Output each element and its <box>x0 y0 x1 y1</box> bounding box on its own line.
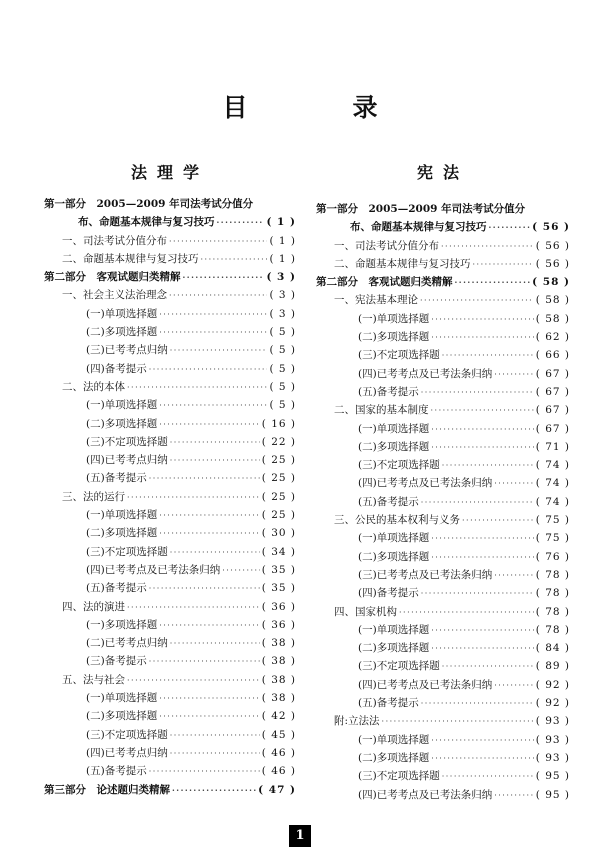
toc-entry-label: (一)多项选择题 <box>86 618 158 631</box>
dot-leader <box>201 255 268 264</box>
toc-entry-page: ( 58 ) <box>535 294 570 307</box>
dot-leader <box>127 603 260 612</box>
toc-entry-label: (三)不定项选择题 <box>86 728 168 741</box>
toc-entry[interactable] <box>44 361 296 379</box>
toc-entry-label: 二、命题基本规律与复习技巧 <box>62 252 199 265</box>
toc-entry-page: ( 38 ) <box>261 655 296 668</box>
dot-leader <box>159 420 260 429</box>
dot-leader <box>172 785 256 795</box>
toc-entry[interactable] <box>44 745 296 763</box>
toc-entry-label: 一、宪法基本理论 <box>334 294 418 307</box>
toc-entry-label: (四)已考考点及已考法条归纳 <box>86 563 221 576</box>
dot-leader <box>170 346 268 355</box>
toc-entry-label: (二)多项选择题 <box>358 550 430 563</box>
toc-entry[interactable] <box>44 251 296 269</box>
toc-entry[interactable] <box>44 233 296 251</box>
toc-list <box>316 201 570 805</box>
toc-entry-label: (三)不定项选择题 <box>86 545 168 558</box>
dot-leader <box>127 383 267 392</box>
toc-entry[interactable] <box>44 599 296 617</box>
toc-entry-label: 五、法与社会 <box>62 673 125 686</box>
toc-entry-label: (五)备考提示 <box>86 582 147 595</box>
page-title: 目 录 <box>222 93 418 122</box>
toc-entry[interactable] <box>316 274 570 292</box>
toc-entry-page: ( 3 ) <box>269 289 296 302</box>
toc-entry-page: ( 34 ) <box>261 545 296 558</box>
toc-entry[interactable] <box>44 617 296 635</box>
dot-leader <box>159 712 260 721</box>
toc-entry-page: ( 3 ) <box>269 307 296 320</box>
toc-entry-label: (五)备考提示 <box>86 472 147 485</box>
toc-entry-page: ( 74 ) <box>535 459 570 472</box>
toc-entry-label: (一)单项选择题 <box>358 422 430 435</box>
dot-leader <box>159 310 267 319</box>
toc-entry-page: ( 58 ) <box>532 276 570 289</box>
toc-entry-label: (三)已考考点及已考法条归纳 <box>358 568 493 581</box>
toc-entry-label: (二)多项选择题 <box>358 751 430 764</box>
toc-entry-page: ( 25 ) <box>261 490 296 503</box>
toc-entry-label: 一、社会主义法治理念 <box>62 289 167 302</box>
dot-leader <box>159 328 267 337</box>
toc-entry-label: 布、命题基本规律与复习技巧 <box>78 216 215 229</box>
toc-entry[interactable] <box>316 292 570 310</box>
toc-entry-label: (三)不定项选择题 <box>358 349 440 362</box>
toc-entry[interactable] <box>316 494 570 512</box>
toc-entry-page: ( 78 ) <box>535 587 570 600</box>
toc-entry-page: ( 62 ) <box>535 331 570 344</box>
toc-entry[interactable] <box>44 782 296 800</box>
toc-entry[interactable] <box>316 713 570 731</box>
toc-entry-page: ( 84 ) <box>535 642 570 655</box>
toc-entry-page: ( 67 ) <box>535 422 570 435</box>
toc-entry[interactable] <box>316 366 570 384</box>
toc-entry[interactable] <box>44 434 296 452</box>
toc-entry-page: ( 75 ) <box>535 514 570 527</box>
toc-entry[interactable] <box>44 452 296 470</box>
toc-entry[interactable] <box>316 457 570 475</box>
toc-entry-page: ( 95 ) <box>535 788 570 801</box>
toc-entry-label: 第二部分 客观试题归类精解 <box>316 276 453 289</box>
toc-entry[interactable] <box>316 750 570 768</box>
toc-entry-label: (五)备考提示 <box>358 495 419 508</box>
toc-entry[interactable] <box>316 421 570 439</box>
toc-entry-page: ( 25 ) <box>261 454 296 467</box>
toc-entry-page: ( 36 ) <box>261 618 296 631</box>
toc-entry-label: (四)已考考点归纳 <box>86 454 168 467</box>
dot-leader <box>159 694 260 703</box>
toc-entry-label: (一)单项选择题 <box>358 623 430 636</box>
toc-entry-label: 三、公民的基本权利与义务 <box>334 514 460 527</box>
toc-entry-page: ( 42 ) <box>261 710 296 723</box>
dot-leader <box>127 493 260 502</box>
toc-entry-page: ( 92 ) <box>535 678 570 691</box>
toc-entry-label: (二)已考考点归纳 <box>86 637 168 650</box>
toc-entry-page: ( 30 ) <box>261 527 296 540</box>
toc-entry-label: (二)多项选择题 <box>358 331 430 344</box>
toc-entry-label: (四)备考提示 <box>358 587 419 600</box>
toc-entry-label: (三)不定项选择题 <box>358 459 440 472</box>
toc-entry[interactable] <box>44 525 296 543</box>
toc-entry-page: ( 1 ) <box>266 216 296 229</box>
toc-entry-label: (三)不定项选择题 <box>86 435 168 448</box>
toc-column-jurisprudence <box>44 160 296 800</box>
toc-entry[interactable] <box>44 416 296 434</box>
toc-entry-label: 三、法的运行 <box>62 490 125 503</box>
toc-entry-page: ( 56 ) <box>535 257 570 270</box>
dot-leader <box>170 456 260 465</box>
toc-entry-label: (二)多项选择题 <box>86 710 158 723</box>
toc-entry[interactable] <box>316 347 570 365</box>
toc-entry-label: (四)备考提示 <box>86 362 147 375</box>
toc-entry[interactable] <box>316 677 570 695</box>
toc-entry[interactable] <box>44 653 296 671</box>
toc-entry-page: ( 36 ) <box>261 600 296 613</box>
dot-leader <box>431 443 534 452</box>
toc-entry-label: (四)已考考点及已考法条归纳 <box>358 367 493 380</box>
toc-entry-label: (四)已考考点及已考法条归纳 <box>358 678 493 691</box>
toc-entry-page: ( 46 ) <box>261 746 296 759</box>
dot-leader <box>159 529 260 538</box>
toc-entry-label: (一)单项选择题 <box>86 399 158 412</box>
dot-leader <box>494 571 534 580</box>
toc-entry-label: 第一部分 2005—2009 年司法考试分值分 <box>316 203 526 215</box>
dot-leader <box>149 657 260 666</box>
toc-entry[interactable] <box>44 379 296 397</box>
dot-leader <box>159 401 267 410</box>
toc-entry-page: ( 78 ) <box>535 605 570 618</box>
toc-entry[interactable] <box>316 768 570 786</box>
toc-entry[interactable] <box>316 238 570 256</box>
toc-entry-label: 第一部分 2005—2009 年司法考试分值分 <box>44 198 254 210</box>
toc-entry[interactable] <box>44 214 296 232</box>
toc-entry-page: ( 93 ) <box>535 715 570 728</box>
toc-entry[interactable] <box>316 311 570 329</box>
toc-entry[interactable] <box>316 512 570 530</box>
toc-entry-page: ( 78 ) <box>535 623 570 636</box>
dot-leader <box>217 217 265 227</box>
dot-leader <box>149 767 260 776</box>
dot-leader <box>431 315 534 324</box>
toc-entry[interactable] <box>316 384 570 402</box>
toc-entry-page: ( 1 ) <box>269 234 296 247</box>
dot-leader <box>431 406 534 415</box>
dot-leader <box>169 237 267 246</box>
toc-entry-label: 一、司法考试分值分布 <box>334 239 439 252</box>
dot-leader <box>442 772 534 781</box>
toc-entry-label: (二)多项选择题 <box>86 326 158 339</box>
toc-entry-label: 二、国家的基本制度 <box>334 404 429 417</box>
toc-entry-label: 第二部分 客观试题归类精解 <box>44 271 181 284</box>
toc-entry-label: 附:立法法 <box>334 715 380 728</box>
dot-leader <box>431 333 534 342</box>
toc-entry-page: ( 38 ) <box>261 673 296 686</box>
toc-entry[interactable] <box>316 402 570 420</box>
dot-leader <box>442 662 534 671</box>
dot-leader <box>431 736 534 745</box>
toc-entry-label: (三)已考考点归纳 <box>86 344 168 357</box>
dot-leader <box>431 534 534 543</box>
toc-entry-label: (二)多项选择题 <box>358 440 430 453</box>
toc-entry[interactable] <box>316 219 570 237</box>
toc-entry-label: (三)不定项选择题 <box>358 660 440 673</box>
dot-leader <box>149 365 268 374</box>
dot-leader <box>494 479 534 488</box>
toc-entry[interactable] <box>316 530 570 548</box>
toc-entry-label: 四、法的演进 <box>62 600 125 613</box>
toc-entry-page: ( 45 ) <box>261 728 296 741</box>
toc-entry-label: (三)不定项选择题 <box>358 770 440 783</box>
toc-entry-page: ( 5 ) <box>269 399 296 412</box>
toc-entry[interactable] <box>44 544 296 562</box>
dot-leader <box>494 370 534 379</box>
toc-entry[interactable] <box>316 549 570 567</box>
toc-entry-page: ( 67 ) <box>535 404 570 417</box>
dot-leader <box>183 272 265 282</box>
dot-leader <box>442 461 534 470</box>
toc-entry[interactable] <box>316 475 570 493</box>
toc-entry[interactable] <box>44 342 296 360</box>
toc-entry-page: ( 75 ) <box>535 532 570 545</box>
toc-entry[interactable] <box>44 763 296 781</box>
toc-entry-label: 布、命题基本规律与复习技巧 <box>350 221 487 234</box>
dot-leader <box>159 621 260 630</box>
toc-entry-page: ( 93 ) <box>535 733 570 746</box>
dot-leader <box>462 516 534 525</box>
toc-entry[interactable] <box>44 269 296 287</box>
toc-entry-page: ( 5 ) <box>269 326 296 339</box>
toc-entry[interactable] <box>44 708 296 726</box>
toc-entry-page: ( 22 ) <box>261 435 296 448</box>
column-heading: 法理学 <box>130 163 209 182</box>
toc-entry-label: (二)多项选择题 <box>86 527 158 540</box>
toc-entry[interactable] <box>316 439 570 457</box>
dot-leader <box>421 589 534 598</box>
toc-entry-page: ( 1 ) <box>269 252 296 265</box>
toc-entry[interactable] <box>44 727 296 745</box>
toc-entry-page: ( 56 ) <box>532 221 570 234</box>
dot-leader <box>170 749 260 758</box>
toc-entry-page: ( 47 ) <box>258 783 296 796</box>
toc-entry-label: (三)备考提示 <box>86 655 147 668</box>
toc-entry-page: ( 74 ) <box>535 477 570 490</box>
dot-leader <box>169 291 267 300</box>
toc-entry-label: (一)单项选择题 <box>358 312 430 325</box>
toc-entry[interactable] <box>44 287 296 305</box>
toc-entry-page: ( 58 ) <box>535 312 570 325</box>
dot-leader <box>159 511 260 520</box>
toc-entry-label: 第三部分 论述题归类精解 <box>44 783 170 796</box>
dot-leader <box>149 584 260 593</box>
dot-leader <box>222 566 260 575</box>
toc-entry[interactable] <box>316 658 570 676</box>
dot-leader <box>431 626 534 635</box>
toc-entry[interactable] <box>316 201 570 219</box>
toc-entry-page: ( 25 ) <box>261 509 296 522</box>
dot-leader <box>170 438 260 447</box>
toc-entry-page: ( 67 ) <box>535 385 570 398</box>
toc-entry[interactable] <box>316 585 570 603</box>
toc-entry-page: ( 25 ) <box>261 472 296 485</box>
toc-entry[interactable] <box>44 507 296 525</box>
toc-entry[interactable] <box>44 672 296 690</box>
toc-entry-page: ( 67 ) <box>535 367 570 380</box>
toc-entry-label: 二、命题基本规律与复习技巧 <box>334 257 471 270</box>
dot-leader <box>442 351 534 360</box>
dot-leader <box>170 639 260 648</box>
toc-entry[interactable] <box>316 329 570 347</box>
toc-entry-page: ( 46 ) <box>261 765 296 778</box>
dot-leader <box>382 717 534 726</box>
toc-entry-page: ( 56 ) <box>535 239 570 252</box>
dot-leader <box>431 754 534 763</box>
toc-entry[interactable] <box>44 489 296 507</box>
toc-entry-page: ( 3 ) <box>266 271 296 284</box>
toc-entry-page: ( 38 ) <box>261 637 296 650</box>
toc-entry-label: (一)单项选择题 <box>86 307 158 320</box>
toc-entry[interactable] <box>44 397 296 415</box>
toc-entry-label: (一)单项选择题 <box>86 509 158 522</box>
dot-leader <box>421 388 534 397</box>
toc-entry[interactable] <box>44 196 296 214</box>
toc-entry-page: ( 89 ) <box>535 660 570 673</box>
dot-leader <box>473 260 534 269</box>
toc-entry[interactable] <box>44 635 296 653</box>
toc-entry[interactable] <box>44 580 296 598</box>
dot-leader <box>421 699 534 708</box>
toc-entry[interactable] <box>44 324 296 342</box>
toc-entry-label: (一)单项选择题 <box>358 532 430 545</box>
toc-entry-label: 一、司法考试分值分布 <box>62 234 167 247</box>
toc-entry-page: ( 74 ) <box>535 495 570 508</box>
toc-entry-label: (二)多项选择题 <box>358 642 430 655</box>
toc-entry-page: ( 71 ) <box>535 440 570 453</box>
toc-entry-label: (五)备考提示 <box>358 385 419 398</box>
toc-list <box>44 196 296 800</box>
toc-entry-page: ( 66 ) <box>535 349 570 362</box>
dot-leader <box>489 222 531 232</box>
dot-leader <box>494 681 534 690</box>
toc-entry-label: (一)单项选择题 <box>86 692 158 705</box>
toc-entry[interactable] <box>316 732 570 750</box>
column-heading: 宪法 <box>416 163 469 182</box>
toc-entry-page: ( 92 ) <box>535 697 570 710</box>
dot-leader <box>420 296 534 305</box>
toc-entry-label: (五)备考提示 <box>358 697 419 710</box>
toc-entry-label: (二)多项选择题 <box>86 417 158 430</box>
toc-entry[interactable] <box>316 622 570 640</box>
toc-entry[interactable] <box>44 690 296 708</box>
toc-entry-label: (四)已考考点及已考法条归纳 <box>358 477 493 490</box>
toc-entry[interactable] <box>316 256 570 274</box>
page-number: 1 <box>289 825 311 847</box>
toc-entry[interactable] <box>316 567 570 585</box>
toc-entry-label: 四、国家机构 <box>334 605 397 618</box>
toc-entry-label: (一)单项选择题 <box>358 733 430 746</box>
toc-entry[interactable] <box>316 604 570 622</box>
dot-leader <box>494 791 534 800</box>
dot-leader <box>149 474 260 483</box>
toc-entry-page: ( 5 ) <box>269 362 296 375</box>
dot-leader <box>399 608 534 617</box>
toc-entry-page: ( 93 ) <box>535 751 570 764</box>
toc-entry-page: ( 78 ) <box>535 568 570 581</box>
toc-entry-label: (四)已考考点归纳 <box>86 746 168 759</box>
toc-entry-page: ( 76 ) <box>535 550 570 563</box>
toc-entry-page: ( 5 ) <box>269 380 296 393</box>
toc-entry[interactable] <box>44 562 296 580</box>
toc-entry-label: (五)备考提示 <box>86 765 147 778</box>
dot-leader <box>170 731 260 740</box>
toc-entry[interactable] <box>44 470 296 488</box>
toc-column-constitution <box>316 160 570 805</box>
dot-leader <box>431 553 534 562</box>
toc-entry-page: ( 35 ) <box>261 582 296 595</box>
toc-entry[interactable] <box>316 640 570 658</box>
dot-leader <box>170 548 260 557</box>
toc-entry-page: ( 95 ) <box>535 770 570 783</box>
dot-leader <box>431 644 534 653</box>
toc-entry-page: ( 38 ) <box>261 692 296 705</box>
toc-entry[interactable] <box>44 306 296 324</box>
dot-leader <box>455 277 531 287</box>
toc-entry-page: ( 35 ) <box>261 563 296 576</box>
toc-entry-label: 二、法的本体 <box>62 380 125 393</box>
toc-entry-page: ( 5 ) <box>269 344 296 357</box>
dot-leader <box>431 425 534 434</box>
dot-leader <box>127 676 260 685</box>
dot-leader <box>421 498 534 507</box>
toc-entry[interactable] <box>316 695 570 713</box>
toc-entry-label: (四)已考考点及已考法条归纳 <box>358 788 493 801</box>
toc-entry[interactable] <box>316 787 570 805</box>
toc-entry-page: ( 16 ) <box>261 417 296 430</box>
dot-leader <box>441 242 534 251</box>
